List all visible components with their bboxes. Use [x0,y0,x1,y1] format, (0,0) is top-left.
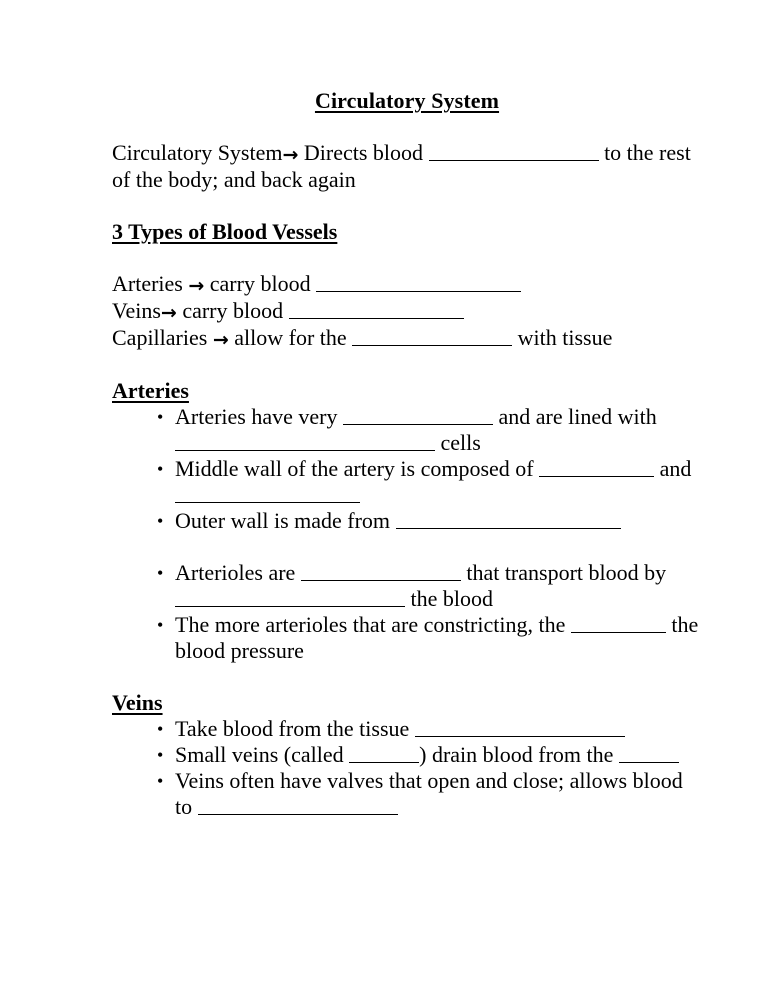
spacer [112,245,702,271]
document-content [112,88,702,820]
heading-blood-vessels [112,219,702,245]
vessel-term-arteries: Arteries [112,271,189,296]
vein-bullet-text-2b: ) drain blood from the [419,742,619,767]
heading-arteries-text: Arteries [112,378,189,403]
bullet-icon: • [157,511,164,531]
fill-blank-artery-lining[interactable] [175,433,435,451]
intro-paragraph [112,140,702,193]
heading-arteries [112,378,702,404]
bullet-icon: • [157,563,164,583]
list-item [158,612,702,664]
intro-text-before: Directs blood [298,140,429,165]
vessel-line-capillaries [112,325,702,352]
fill-blank-take-blood[interactable] [415,719,625,737]
bullet-text-4b: that transport blood by [460,560,667,585]
list-item [158,508,702,534]
right-arrow-icon: → [212,329,229,351]
spacer [112,664,702,690]
fill-blank-capillaries[interactable] [352,328,512,346]
bullet-icon: • [157,459,164,479]
list-item [158,716,702,742]
fill-blank-veins[interactable] [289,301,464,319]
bullet-icon: • [157,615,164,635]
heading-veins-text: Veins [112,690,163,715]
veins-bullet-list [112,716,702,820]
fill-blank-arterioles-by[interactable] [175,589,405,607]
fill-blank-venules[interactable] [349,745,419,763]
list-item [158,742,702,768]
fill-blank-outer-wall[interactable] [396,511,621,529]
fill-blank-middle-wall-2[interactable] [175,485,360,503]
vessel-text-veins: carry blood [176,298,289,323]
bullet-text-3a: Outer wall is made from [175,508,396,533]
list-item [158,560,702,612]
page-title-text: Circulatory System [314,88,500,113]
vessel-text-capillaries: allow for the [228,325,353,350]
fill-blank-artery-property[interactable] [343,407,493,425]
bullet-text-4a: Arterioles are [175,560,301,585]
page-title [112,88,702,114]
spacer [112,193,702,219]
bullet-text-4c: the blood [405,586,493,611]
bullet-icon: • [157,771,164,791]
intro-term: Circulatory System [112,140,283,165]
bullet-text-5a: The more arterioles that are constricting, the [175,612,571,637]
intro-text-after: to the rest of the body; and back again [112,140,691,192]
fill-blank-middle-wall-1[interactable] [539,459,654,477]
fill-blank-arterioles-are[interactable] [301,563,461,581]
vessel-term-veins: Veins [112,298,161,323]
fill-blank-arteries[interactable] [316,274,521,292]
heading-veins [112,690,702,716]
vessel-text-arteries: carry blood [204,271,317,296]
bullet-icon: • [157,719,164,739]
vein-bullet-text-2a: Small veins (called [175,742,350,767]
fill-blank-intro[interactable] [429,143,599,161]
list-item [158,456,702,508]
vessel-term-capillaries: Capillaries [112,325,213,350]
vessel-line-veins [112,298,702,325]
spacer [112,352,702,378]
bullet-icon: • [157,407,164,427]
right-arrow-icon: → [188,275,205,297]
list-item [158,768,702,820]
right-arrow-icon: → [282,144,299,166]
fill-blank-valves-allow[interactable] [198,797,398,815]
vessel-line-arteries [112,271,702,298]
bullet-text-2b: and [654,456,692,481]
bullet-text-1b: and are lined with [492,404,657,429]
vein-bullet-text-3: Veins often have valves that open and close; allows blood to [175,768,683,819]
bullet-text-5b: the blood pressure [175,612,699,663]
bullet-text-1a: Arteries have very [175,404,343,429]
bullet-text-1c: cells [435,430,481,455]
vessel-text-capillaries-after: with tissue [512,325,613,350]
spacer [112,114,702,140]
fill-blank-drain-from[interactable] [619,745,679,763]
list-spacer [158,534,702,560]
heading-blood-vessels-text: 3 Types of Blood Vessels [112,219,338,244]
bullet-icon: • [157,745,164,765]
vein-bullet-text-1: Take blood from the tissue [175,716,415,741]
list-item [158,404,702,456]
right-arrow-icon: → [160,302,177,324]
bullet-text-2a: Middle wall of the artery is composed of [175,456,540,481]
fill-blank-constricting[interactable] [571,615,666,633]
arteries-bullet-list [112,404,702,664]
